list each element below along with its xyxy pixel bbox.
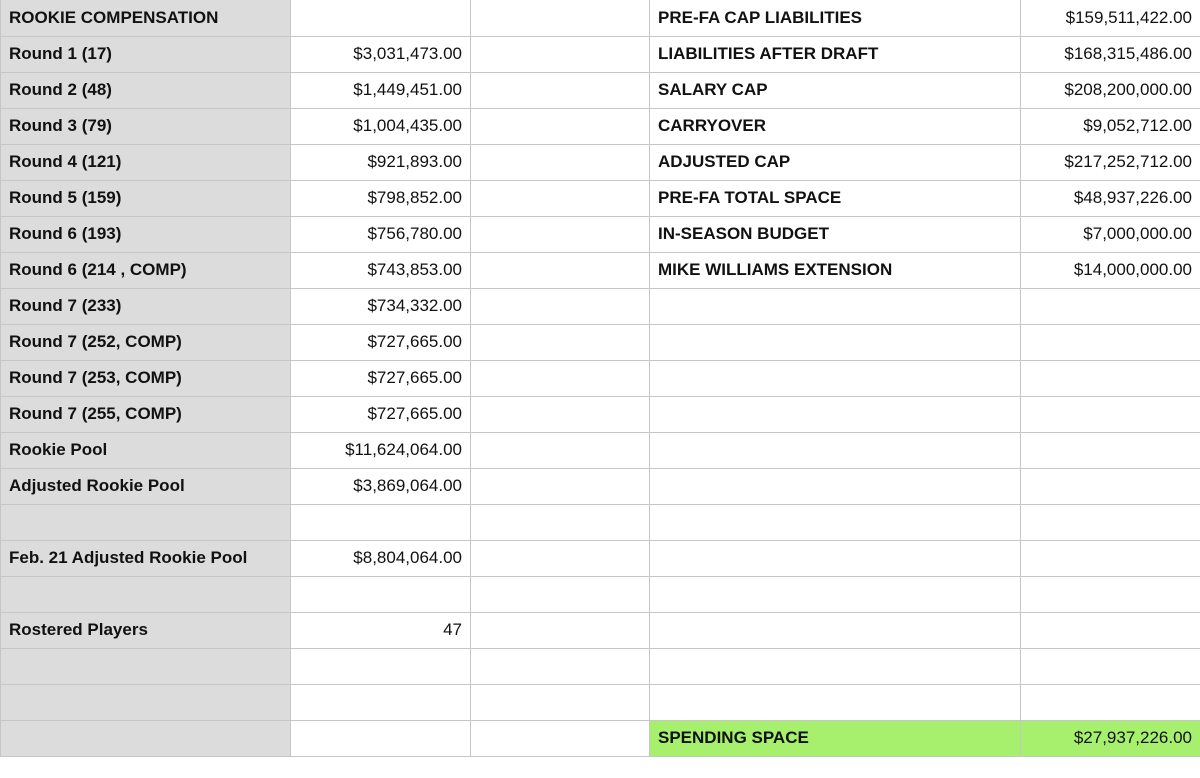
cell-value[interactable]: $727,665.00 (291, 396, 471, 432)
cell-empty[interactable] (471, 144, 650, 180)
cell-cap-value[interactable] (1021, 504, 1200, 540)
cell-value[interactable]: $1,004,435.00 (291, 108, 471, 144)
cell-empty[interactable] (471, 576, 650, 612)
cell-cap-value[interactable]: $159,511,422.00 (1021, 0, 1200, 36)
cell-label[interactable]: Round 7 (233) (1, 288, 291, 324)
cell-value[interactable]: $3,869,064.00 (291, 468, 471, 504)
cell-empty[interactable] (471, 0, 650, 36)
cell-label[interactable]: Round 5 (159) (1, 180, 291, 216)
cell-empty[interactable] (471, 540, 650, 576)
cell-cap-label[interactable] (650, 576, 1021, 612)
cell-cap-value[interactable] (1021, 360, 1200, 396)
cell-cap-label[interactable] (650, 396, 1021, 432)
cell-empty[interactable] (471, 180, 650, 216)
table-row (1, 144, 1200, 180)
table-row (1, 648, 1200, 684)
cell-cap-label[interactable] (650, 684, 1021, 720)
table-row (1, 684, 1200, 720)
cell-value[interactable] (291, 648, 471, 684)
cell-empty[interactable] (471, 432, 650, 468)
cell-value[interactable]: $1,449,451.00 (291, 72, 471, 108)
cell-empty[interactable] (471, 504, 650, 540)
cell-label[interactable]: Feb. 21 Adjusted Rookie Pool (1, 540, 291, 576)
cell-spending-space-label[interactable]: SPENDING SPACE (650, 720, 1021, 756)
cell-rookie-compensation-header[interactable]: ROOKIE COMPENSATION (1, 0, 291, 36)
cell-empty[interactable] (471, 216, 650, 252)
cell-label[interactable] (1, 648, 291, 684)
cell-value[interactable]: $727,665.00 (291, 360, 471, 396)
table-row (1, 72, 1200, 108)
cell-label[interactable]: Round 7 (255, COMP) (1, 396, 291, 432)
cell-cap-label[interactable]: CARRYOVER (650, 108, 1021, 144)
cell-cap-label[interactable]: SALARY CAP (650, 72, 1021, 108)
cell-cap-label[interactable] (650, 504, 1021, 540)
cell-cap-value[interactable] (1021, 684, 1200, 720)
cell-cap-label[interactable] (650, 648, 1021, 684)
cell-label[interactable]: Round 4 (121) (1, 144, 291, 180)
cell-label[interactable]: Round 7 (253, COMP) (1, 360, 291, 396)
cell-cap-label[interactable] (650, 432, 1021, 468)
cell-value[interactable]: $798,852.00 (291, 180, 471, 216)
cell-cap-label[interactable]: MIKE WILLIAMS EXTENSION (650, 252, 1021, 288)
table-row (1, 396, 1200, 432)
cell-spending-space-value[interactable]: $27,937,226.00 (1021, 720, 1200, 756)
cell-value[interactable]: $743,853.00 (291, 252, 471, 288)
cell-cap-value[interactable] (1021, 612, 1200, 648)
cell-cap-value[interactable] (1021, 576, 1200, 612)
cell-empty[interactable] (471, 108, 650, 144)
table-row (1, 576, 1200, 612)
cell-label[interactable]: Round 3 (79) (1, 108, 291, 144)
cell-label[interactable] (1, 684, 291, 720)
table-row (1, 324, 1200, 360)
cell-cap-label[interactable]: ADJUSTED CAP (650, 144, 1021, 180)
cell-value[interactable] (291, 576, 471, 612)
cell-cap-label[interactable]: PRE-FA TOTAL SPACE (650, 180, 1021, 216)
cell-cap-label[interactable] (650, 540, 1021, 576)
cell-value[interactable]: $921,893.00 (291, 144, 471, 180)
cell-value[interactable]: $734,332.00 (291, 288, 471, 324)
cell-cap-value[interactable] (1021, 396, 1200, 432)
cell-cap-value[interactable] (1021, 288, 1200, 324)
table-row (1, 0, 1200, 36)
cell-cap-value[interactable]: $168,315,486.00 (1021, 36, 1200, 72)
cell-value[interactable] (291, 684, 471, 720)
table-row (1, 288, 1200, 324)
cell-label[interactable]: Round 7 (252, COMP) (1, 324, 291, 360)
cell-empty[interactable] (471, 36, 650, 72)
table-row (1, 180, 1200, 216)
cell-empty[interactable] (471, 684, 650, 720)
cell-cap-label[interactable]: LIABILITIES AFTER DRAFT (650, 36, 1021, 72)
cell-value[interactable]: $727,665.00 (291, 324, 471, 360)
cell-label[interactable]: Adjusted Rookie Pool (1, 468, 291, 504)
cell-value[interactable] (291, 720, 471, 756)
cell-cap-value[interactable] (1021, 648, 1200, 684)
cell-empty[interactable] (471, 612, 650, 648)
cell-empty[interactable] (471, 720, 650, 756)
cell-empty[interactable] (471, 360, 650, 396)
cell-cap-value[interactable]: $217,252,712.00 (1021, 144, 1200, 180)
cell-label[interactable]: Round 1 (17) (1, 36, 291, 72)
cell-cap-value[interactable] (1021, 324, 1200, 360)
cell-cap-value[interactable] (1021, 432, 1200, 468)
cell-label[interactable]: Rostered Players (1, 612, 291, 648)
cell-empty[interactable] (471, 324, 650, 360)
cell-label[interactable]: Round 2 (48) (1, 72, 291, 108)
cell-value[interactable]: $8,804,064.00 (291, 540, 471, 576)
cell-label[interactable]: Round 6 (214 , COMP) (1, 252, 291, 288)
cell-empty[interactable] (471, 288, 650, 324)
cell-cap-label[interactable] (650, 288, 1021, 324)
cell-cap-label[interactable] (650, 360, 1021, 396)
cell-cap-value[interactable]: $7,000,000.00 (1021, 216, 1200, 252)
cell-empty[interactable] (471, 648, 650, 684)
cell-cap-label[interactable] (650, 468, 1021, 504)
table-row (1, 432, 1200, 468)
table-row (1, 612, 1200, 648)
cell-value[interactable]: $3,031,473.00 (291, 36, 471, 72)
cell-label[interactable] (1, 576, 291, 612)
cell-cap-value[interactable] (1021, 540, 1200, 576)
table-row (1, 540, 1200, 576)
cell-label[interactable]: Round 6 (193) (1, 216, 291, 252)
cell-label[interactable]: Rookie Pool (1, 432, 291, 468)
table-row (1, 108, 1200, 144)
table-row (1, 504, 1200, 540)
table-row (1, 360, 1200, 396)
cell-empty[interactable] (471, 72, 650, 108)
table-row (1, 720, 1200, 756)
cell-value[interactable]: 47 (291, 612, 471, 648)
cell-label[interactable] (1, 720, 291, 756)
cell-cap-value[interactable]: $9,052,712.00 (1021, 108, 1200, 144)
cell-empty[interactable] (471, 396, 650, 432)
cell-cap-value[interactable] (1021, 468, 1200, 504)
cell-value[interactable] (291, 0, 471, 36)
table-row (1, 468, 1200, 504)
table-row (1, 252, 1200, 288)
cell-cap-label[interactable] (650, 324, 1021, 360)
table-row (1, 36, 1200, 72)
cell-cap-value[interactable]: $48,937,226.00 (1021, 180, 1200, 216)
cell-cap-label[interactable]: IN-SEASON BUDGET (650, 216, 1021, 252)
cell-empty[interactable] (471, 252, 650, 288)
cell-empty[interactable] (471, 468, 650, 504)
cell-cap-value[interactable]: $14,000,000.00 (1021, 252, 1200, 288)
cell-cap-value[interactable]: $208,200,000.00 (1021, 72, 1200, 108)
cell-label[interactable] (1, 504, 291, 540)
cell-value[interactable]: $11,624,064.00 (291, 432, 471, 468)
table-row (1, 216, 1200, 252)
cell-cap-label[interactable] (650, 612, 1021, 648)
cell-value[interactable]: $756,780.00 (291, 216, 471, 252)
cell-value[interactable] (291, 504, 471, 540)
cell-cap-label[interactable]: PRE-FA CAP LIABILITIES (650, 0, 1021, 36)
